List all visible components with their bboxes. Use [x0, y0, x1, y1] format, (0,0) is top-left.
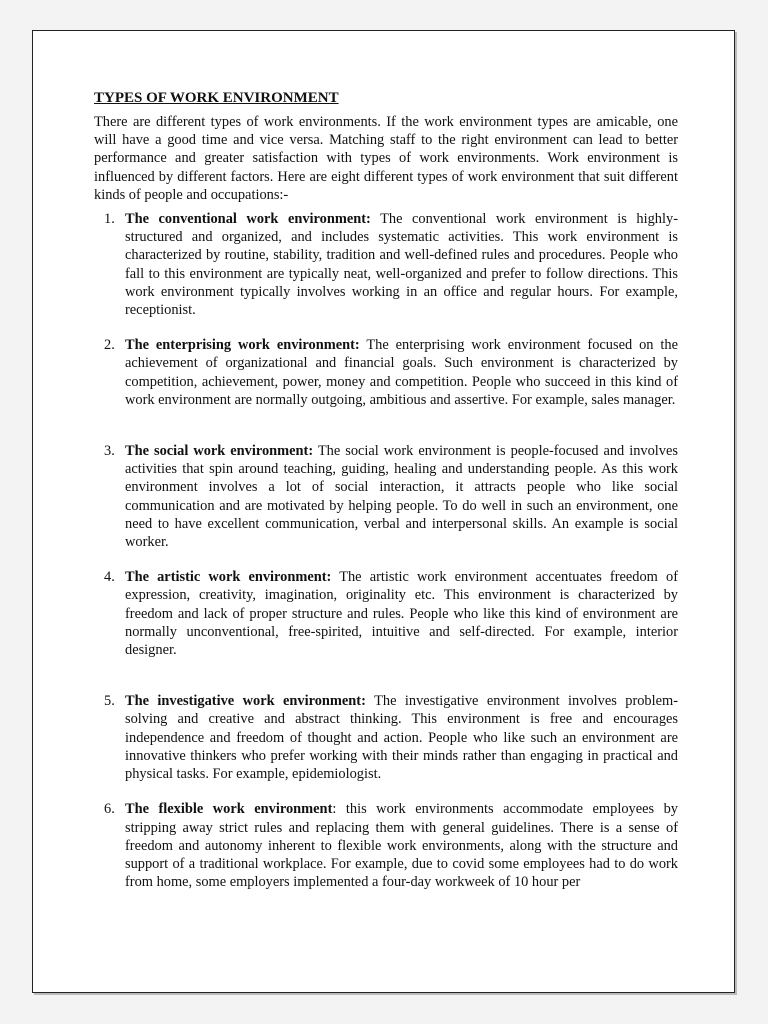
list-item — [94, 568, 678, 659]
environment-list — [94, 210, 678, 891]
item-term: The social work environment: — [125, 443, 314, 460]
item-term: The enterprising work environment: — [125, 337, 360, 354]
item-text: The enterprising work environment focused on the achievement of organizational and financial goals. Such environment is characterized by competition, achievement, power, money and competition. People who succeed in this kind of work environment are normally outgoing, ambitious and assertive. For example, sales manager. — [125, 337, 678, 408]
item-number: 2. — [104, 337, 115, 354]
list-item — [94, 336, 678, 409]
item-text: : this work environments accommodate employees by stripping away strict rules and replacing them with general guidelines. There is a sense of freedom and autonomy inherent to flexible work environments, along with the structure and support of a traditional workplace. For example, due to covid some employees had to do work from home, some employers implemented a four-day workweek of 10 hour per — [125, 801, 678, 891]
item-term: The investigative work environment: — [125, 693, 366, 710]
item-term: The conventional work environment: — [125, 211, 371, 228]
item-number: 6. — [104, 801, 115, 818]
document-page — [32, 30, 735, 993]
item-number: 5. — [104, 693, 115, 710]
item-number: 4. — [104, 569, 115, 586]
list-item — [94, 800, 678, 891]
item-term: The flexible work environment — [125, 801, 333, 818]
document-title: TYPES OF WORK ENVIRONMENT — [94, 90, 339, 106]
document-content — [94, 89, 678, 891]
item-text: The artistic work environment accentuates freedom of expression, creativity, imagination, originality etc. This environment is characterized by freedom and lack of proper structure and rules. People who like this kind of environment are normally unconventional, free-spirited, intuitive and self-directed. For example, interior designer. — [125, 569, 678, 659]
item-text: The conventional work environment is highly-structured and organized, and includes systematic activities. This work environment is characterized by routine, stability, tradition and well-defined rules and procedures. People who fall to this environment are typically neat, well-organized and prefer to follow directions. This work environment typically involves working in an office and regular hours. For example, receptionist. — [125, 211, 678, 319]
item-text: The social work environment is people-focused and involves activities that spin around teaching, guiding, healing and understanding people. As this work environment involves a lot of social interaction, it attracts people who like social communication and are motivated by helping people. To do well in such an environment, one need to have excellent communication, verbal and interpersonal skills. An example is social worker. — [125, 443, 678, 551]
list-item — [94, 210, 678, 319]
item-number: 3. — [104, 443, 115, 460]
list-item — [94, 442, 678, 551]
item-number: 1. — [104, 211, 115, 228]
intro-paragraph: There are different types of work environments. If the work environment types are amicable, one will have a good time and vice versa. Matching staff to the right environment can lead to better performance and greater satisfaction with types of work environments. Work environment is influenced by different factors. Here are eight different types of work environment that suit different kinds of people and occupations:- — [94, 114, 678, 203]
item-text: The investigative environment involves problem-solving and creative and abstract thinking. This environment is free and encourages independence and freedom of thought and action. People who like such an environment are innovative thinkers who prefer working with their minds rather than engaging in practical and physical tasks. For example, epidemiologist. — [125, 693, 678, 783]
item-term: The artistic work environment: — [125, 569, 332, 586]
list-item — [94, 692, 678, 783]
